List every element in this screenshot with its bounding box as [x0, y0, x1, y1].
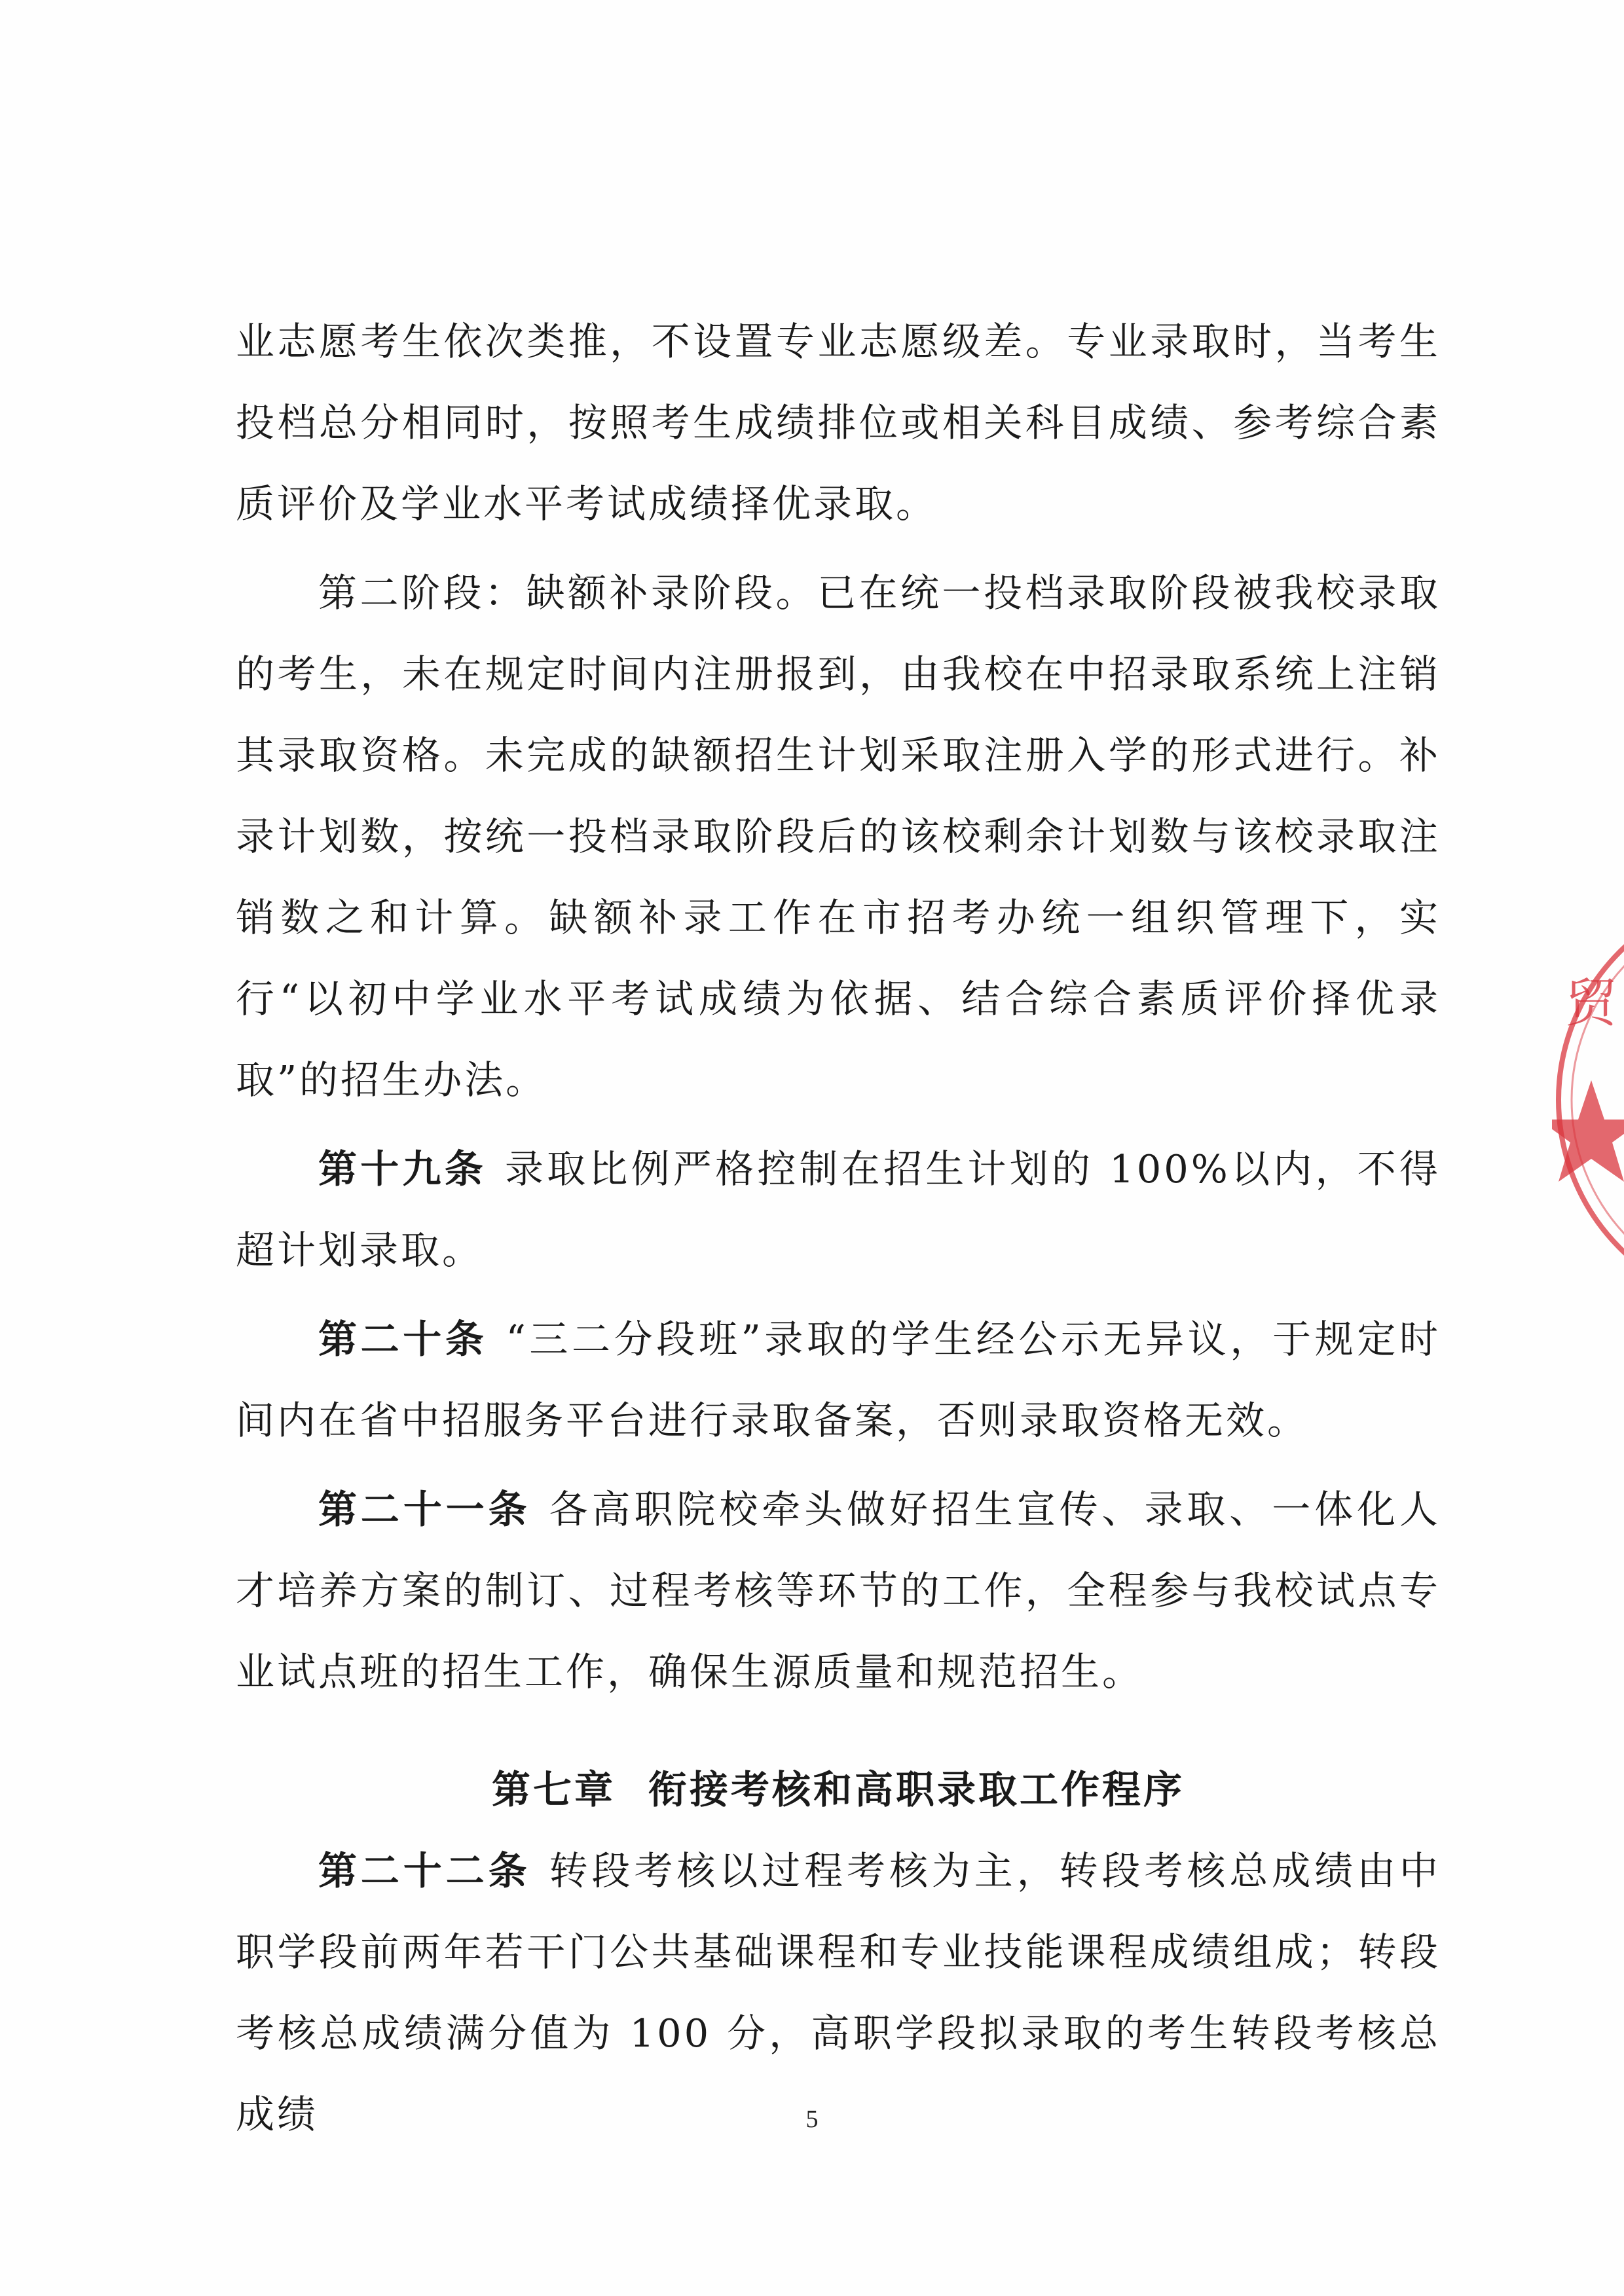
article-text: “三二分段班”录取的学生经公示无异议，于规定时间内在省中招服务平台进行录取备案，否则录取资格无效。	[236, 1317, 1441, 1443]
article-heading: 第二十二条	[318, 1848, 531, 1893]
paragraph-second-stage	[236, 553, 1441, 1121]
article-text: 转段考核以过程考核为主，转段考核总成绩由中职学段前两年若干门公共基础课程和专业技能课程成绩组成；转段考核总成绩满分值为 100 分，高职学段拟录取的考生转段考核总成绩	[236, 1848, 1441, 2137]
seal-stamp-icon	[1552, 917, 1624, 1283]
article-20	[236, 1299, 1441, 1461]
chapter-title: 衔接考核和高职录取工作程序	[648, 1767, 1185, 1812]
article-heading: 第二十一条	[318, 1487, 531, 1532]
seal-stamp-fragment	[1552, 917, 1624, 1283]
paragraph-text: 业志愿考生依次类推，不设置专业志愿级差。专业录取时，当考生投档总分相同时，按照考生成绩排位或相关科目成绩、参考综合素质评价及学业水平考试成绩择优录取。	[236, 319, 1441, 526]
page-number: 5	[805, 2105, 819, 2133]
article-text: 各高职院校牵头做好招生宣传、录取、一体化人才培养方案的制订、过程考核等环节的工作，全程参与我校试点专业试点班的招生工作，确保生源质量和规范招生。	[236, 1487, 1441, 1694]
article-text: 录取比例严格控制在招生计划的 100%以内，不得超计划录取。	[236, 1146, 1441, 1273]
paragraph-continuation	[236, 301, 1441, 545]
page-body	[236, 301, 1441, 2155]
chapter-heading	[236, 1749, 1441, 1831]
article-heading: 第十九条	[318, 1146, 487, 1192]
chapter-number: 第七章	[491, 1767, 616, 1812]
paragraph-text: 第二阶段：缺额补录阶段。已在统一投档录取阶段被我校录取的考生，未在规定时间内注册报到，由我校在中招录取系统上注销其录取资格。未完成的缺额招生计划采取注册入学的形式进行。补录计划数，按统一投档录取阶段后的该校剩余计划数与该校录取注销数之和计算。缺额补录工作在市招考办统一组织管理下，实行“以初中学业水平考试成绩为依据、结合综合素质评价择优录取”的招生办法。	[236, 570, 1441, 1102]
seal-character: 贸	[1565, 973, 1617, 1034]
article-21	[236, 1469, 1441, 1713]
article-heading: 第二十条	[318, 1317, 488, 1362]
article-19	[236, 1129, 1441, 1291]
